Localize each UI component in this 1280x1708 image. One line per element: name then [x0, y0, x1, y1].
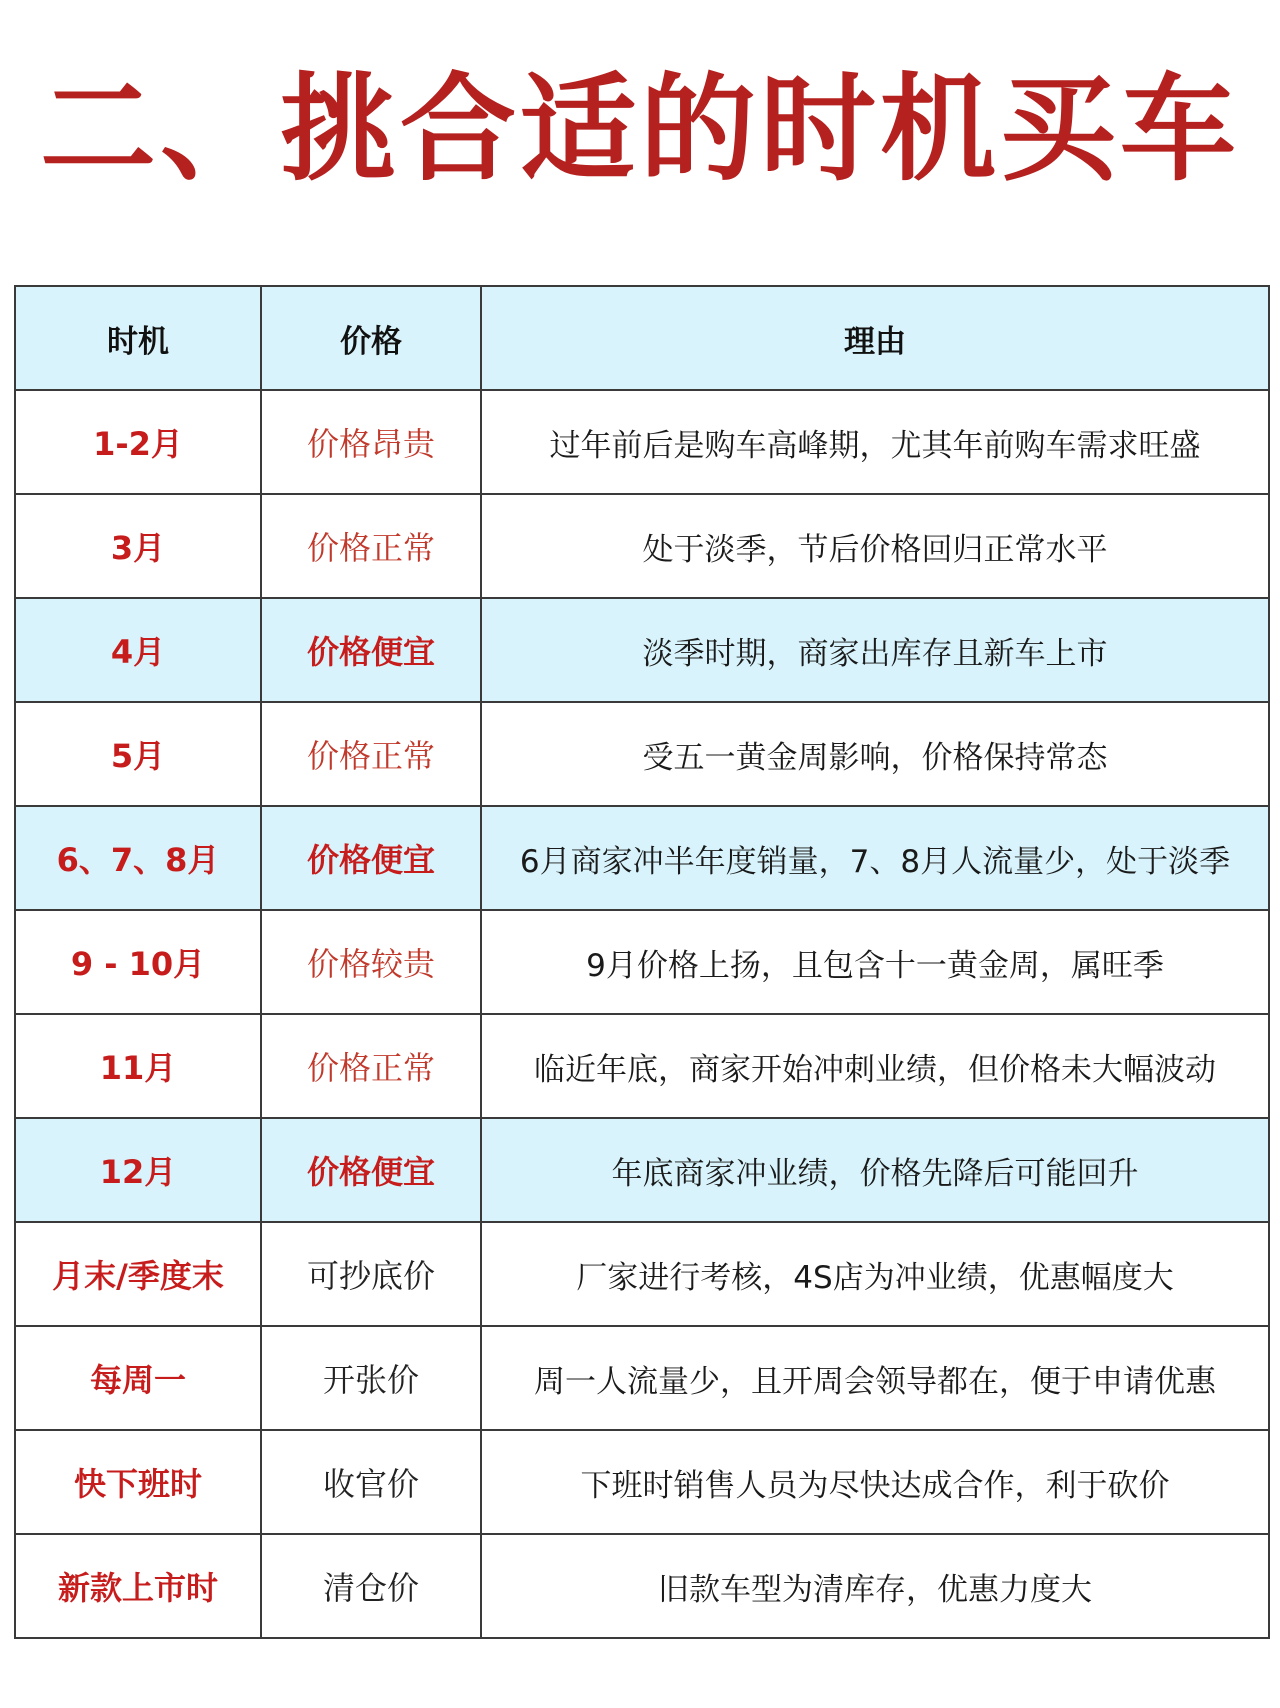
row-timing: 6、7、8月 — [15, 806, 261, 910]
row-timing: 4月 — [15, 598, 261, 702]
row-timing: 月末/季度末 — [15, 1222, 261, 1326]
row-reason: 年底商家冲业绩，价格先降后可能回升 — [481, 1118, 1269, 1222]
table-row — [15, 806, 1269, 910]
row-timing: 每周一 — [15, 1326, 261, 1430]
row-price: 开张价 — [261, 1326, 481, 1430]
row-timing: 1-2月 — [15, 390, 261, 494]
row-timing: 11月 — [15, 1014, 261, 1118]
header-price: 价格 — [261, 286, 481, 390]
row-reason: 周一人流量少，且开周会领导都在，便于申请优惠 — [481, 1326, 1269, 1430]
table-row — [15, 1118, 1269, 1222]
row-timing: 快下班时 — [15, 1430, 261, 1534]
row-timing: 5月 — [15, 702, 261, 806]
row-reason: 6月商家冲半年度销量，7、8月人流量少，处于淡季 — [481, 806, 1269, 910]
table-row — [15, 1014, 1269, 1118]
row-price: 价格便宜 — [261, 1118, 481, 1222]
row-reason: 临近年底，商家开始冲刺业绩，但价格未大幅波动 — [481, 1014, 1269, 1118]
row-price: 价格昂贵 — [261, 390, 481, 494]
row-reason: 9月价格上扬，且包含十一黄金周，属旺季 — [481, 910, 1269, 1014]
row-reason: 过年前后是购车高峰期，尤其年前购车需求旺盛 — [481, 390, 1269, 494]
table-row — [15, 1534, 1269, 1638]
row-price: 价格正常 — [261, 494, 481, 598]
table-row — [15, 494, 1269, 598]
row-reason: 旧款车型为清库存，优惠力度大 — [481, 1534, 1269, 1638]
car-buying-timing-table — [14, 285, 1270, 1639]
row-reason: 厂家进行考核，4S店为冲业绩，优惠幅度大 — [481, 1222, 1269, 1326]
row-reason: 处于淡季，节后价格回归正常水平 — [481, 494, 1269, 598]
table-row — [15, 1326, 1269, 1430]
row-reason: 下班时销售人员为尽快达成合作，利于砍价 — [481, 1430, 1269, 1534]
row-price: 价格正常 — [261, 702, 481, 806]
row-price: 价格便宜 — [261, 598, 481, 702]
row-price: 可抄底价 — [261, 1222, 481, 1326]
table-row — [15, 910, 1269, 1014]
table-row — [15, 598, 1269, 702]
row-price: 收官价 — [261, 1430, 481, 1534]
row-timing: 3月 — [15, 494, 261, 598]
table-header-row — [15, 286, 1269, 390]
page-title: 二、挑合适的时机买车 — [40, 62, 1240, 197]
row-price: 价格正常 — [261, 1014, 481, 1118]
row-timing: 9 - 10月 — [15, 910, 261, 1014]
row-timing: 12月 — [15, 1118, 261, 1222]
table-row — [15, 702, 1269, 806]
table-row — [15, 1430, 1269, 1534]
row-price: 清仓价 — [261, 1534, 481, 1638]
header-timing: 时机 — [15, 286, 261, 390]
row-timing: 新款上市时 — [15, 1534, 261, 1638]
row-reason: 受五一黄金周影响，价格保持常态 — [481, 702, 1269, 806]
row-price: 价格便宜 — [261, 806, 481, 910]
header-reason: 理由 — [481, 286, 1269, 390]
table-row — [15, 390, 1269, 494]
row-price: 价格较贵 — [261, 910, 481, 1014]
row-reason: 淡季时期，商家出库存且新车上市 — [481, 598, 1269, 702]
table-row — [15, 1222, 1269, 1326]
